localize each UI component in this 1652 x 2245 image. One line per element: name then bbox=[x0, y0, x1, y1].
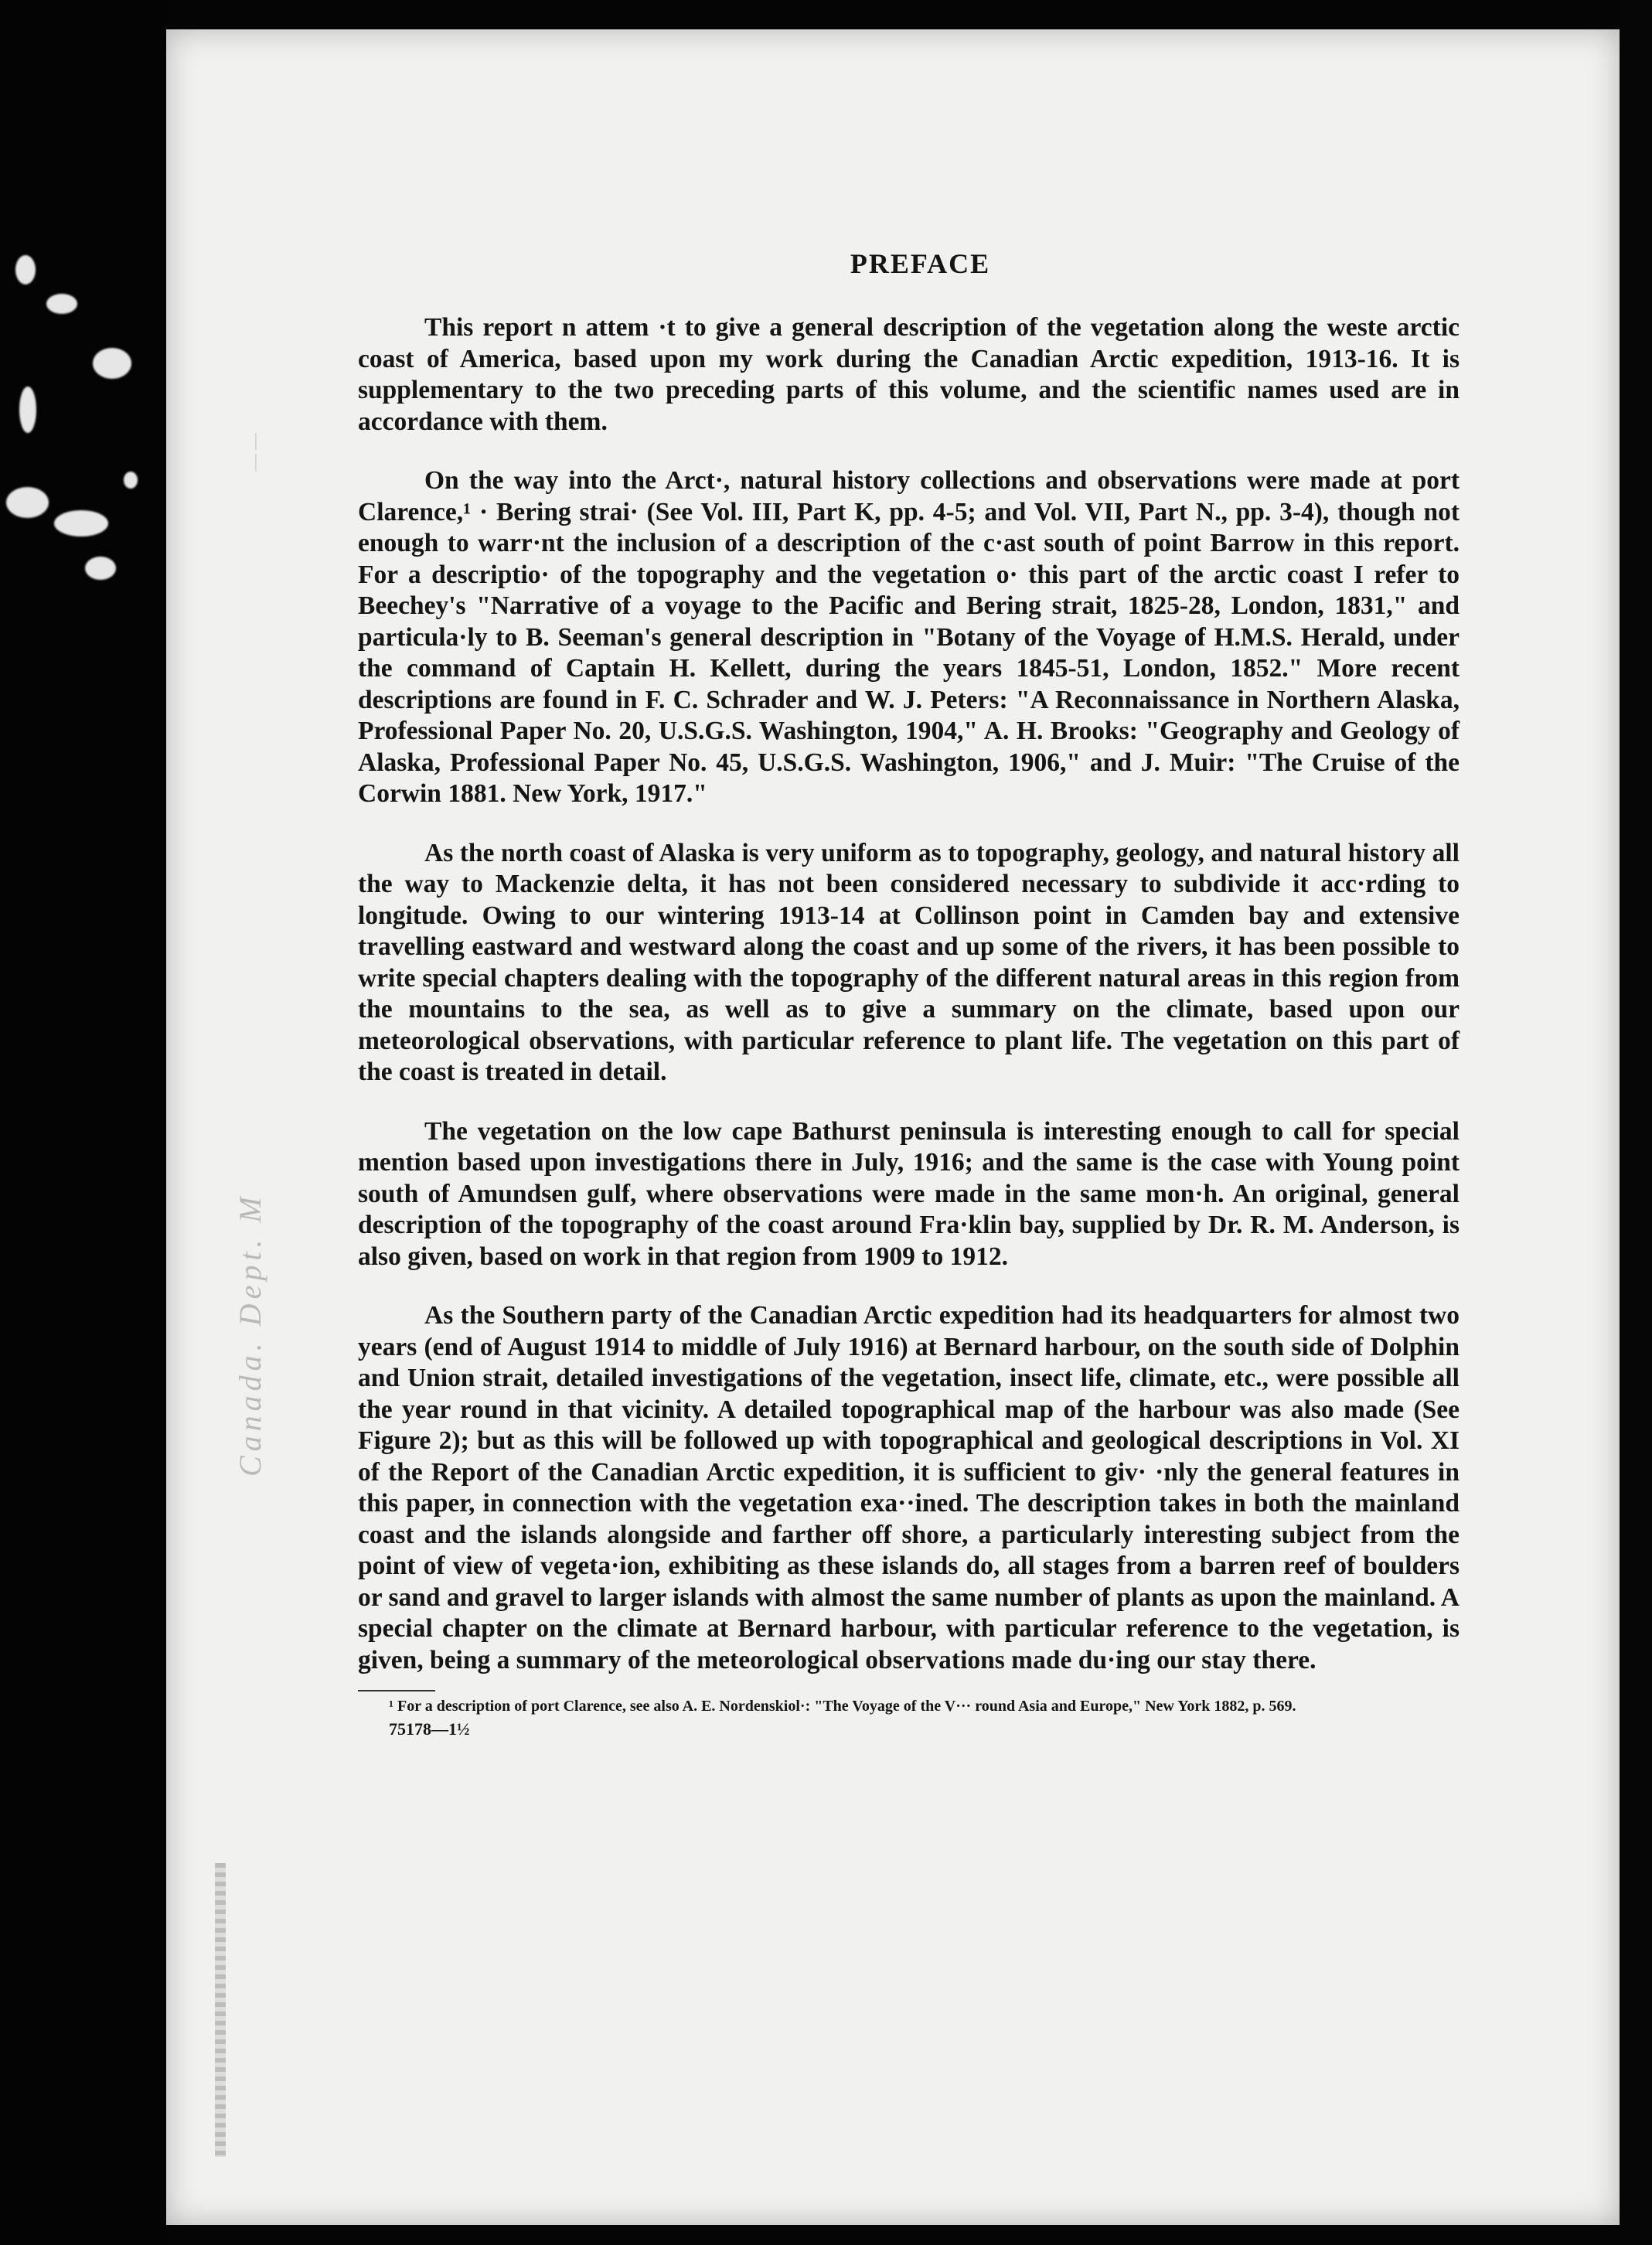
scan-speck bbox=[19, 387, 36, 433]
footnote: ¹ For a description of port Clarence, see also A. E. Nordenskiol·: "The Voyage of the V··· round Asia and Europe," New York 1882, p. 569. bbox=[389, 1698, 1296, 1715]
page-title: PREFACE bbox=[850, 248, 991, 279]
footnote-rule bbox=[358, 1690, 435, 1691]
paragraph: As the north coast of Alaska is very uniform as to topography, geology, and natural history all the way to Mackenzie delta, it has not been considered necessary to subdivide it acc·rding to longitude. Owing to our wintering 1913-14 at Collinson point in Camden bay and extensive travelling eastward and westward along the coast and up some of the rivers, it has been possible to write special chapters dealing with the topography of the different natural areas in this region from the mountains to the sea, as well as to give a summary on the climate, based upon our meteorological observations, with particular reference to plant life. The vegetation on this part of the coast is treated in detail. bbox=[358, 838, 1460, 1086]
scan-right-margin bbox=[1620, 0, 1652, 2245]
binding-edge bbox=[215, 1863, 226, 2157]
paragraph: As the Southern party of the Canadian Arctic expedition had its headquarters for almost two years (end of August 1914 to middle of July 1916) at Bernard harbour, on the south side of Dolphin and Union strait, detailed investigations of the vegetation, insect life, climate, etc., were possible all the year round in that vicinity. A detailed topographical map of the harbour was also made (See Figure 2); but as this will be followed up with topographical and geological descriptions in Vol. XI of the Report of the Canadian Arctic expedition, it is sufficient to giv· ·nly the general features in this paper, in connection with the vegetation exa··ined. The description takes in both the mainland coast and the islands alongside and farther off shore, a particularly interesting subject from the point of view of vegeta·ion, exhibiting as these islands do, all stages from a barren reef of boulders or sand and gravel to larger islands with almost the same number of plants as upon the mainland. A special chapter on the climate at Bernard harbour, with particular reference to the vegetation, is given, being a summary of the meteorological observations made du·ing our stay there. bbox=[358, 1301, 1460, 1674]
scan-left-margin bbox=[0, 0, 166, 2245]
paragraph: On the way into the Arct·, natural history collections and observations were made at port Clarence,¹ · Bering strai· (See Vol. III, Part K, pp. 4-5; and Vol. VII, Part N., pp. 3-4), though not enough to warr·nt the inclusion of a description of the c·ast south of point Barrow in this report. For a descriptio· of the topography and the vegetation o· this part of the arctic coast I refer to Beechey's "Narrative of a voyage to the Pacific and Bering strait, 1825-28, London, 1831," and particula·ly to B. Seeman's general description in "Botany of the Voyage of H.M.S. Herald, under the command of Captain H. Kellett, during the years 1845-51, London, 1852." More recent descriptions are found in F. C. Schrader and W. J. Peters: "A Reconnaissance in Northern Alaska, Professional Paper No. 20, U.S.G.S. Washington, 1904," A. H. Brooks: "Geography and Geology of Alaska, Professional Paper No. 45, U.S.G.S. Washington, 1906," and J. Muir: "The Cruise of the Corwin 1881. New York, 1917." bbox=[358, 466, 1460, 808]
scan-speck bbox=[15, 255, 36, 284]
scan-speck bbox=[124, 472, 138, 489]
page-content bbox=[358, 247, 1460, 1739]
scan-speck bbox=[93, 348, 131, 379]
margin-handwriting: Canada. Dept. M bbox=[233, 1192, 267, 1477]
paragraph: This report n attem ·t to give a general description of the vegetation along the weste arctic coast of America, based upon my work during the Canadian Arctic expedition, 1913-16. It is supplementary to the two preceding parts of this volume, and the scientific names used are in accordance with them. bbox=[358, 313, 1460, 436]
scan-speck bbox=[85, 557, 116, 580]
scan-speck bbox=[46, 294, 77, 314]
scan-speck bbox=[54, 510, 108, 537]
margin-mark: — — bbox=[244, 433, 264, 472]
scan-speck bbox=[6, 487, 49, 518]
paragraph: The vegetation on the low cape Bathurst peninsula is interesting enough to call for special mention based upon investigations there in July, 1916; and the same is the case with Young point south of Amundsen gulf, where observations were made in the same mon·h. An original, general description of the topography of the coast around Fra·klin bay, supplied by Dr. R. M. Anderson, is also given, based on work in that region from 1909 to 1912. bbox=[358, 1116, 1460, 1271]
page-reference: 75178—1½ bbox=[389, 1719, 470, 1739]
